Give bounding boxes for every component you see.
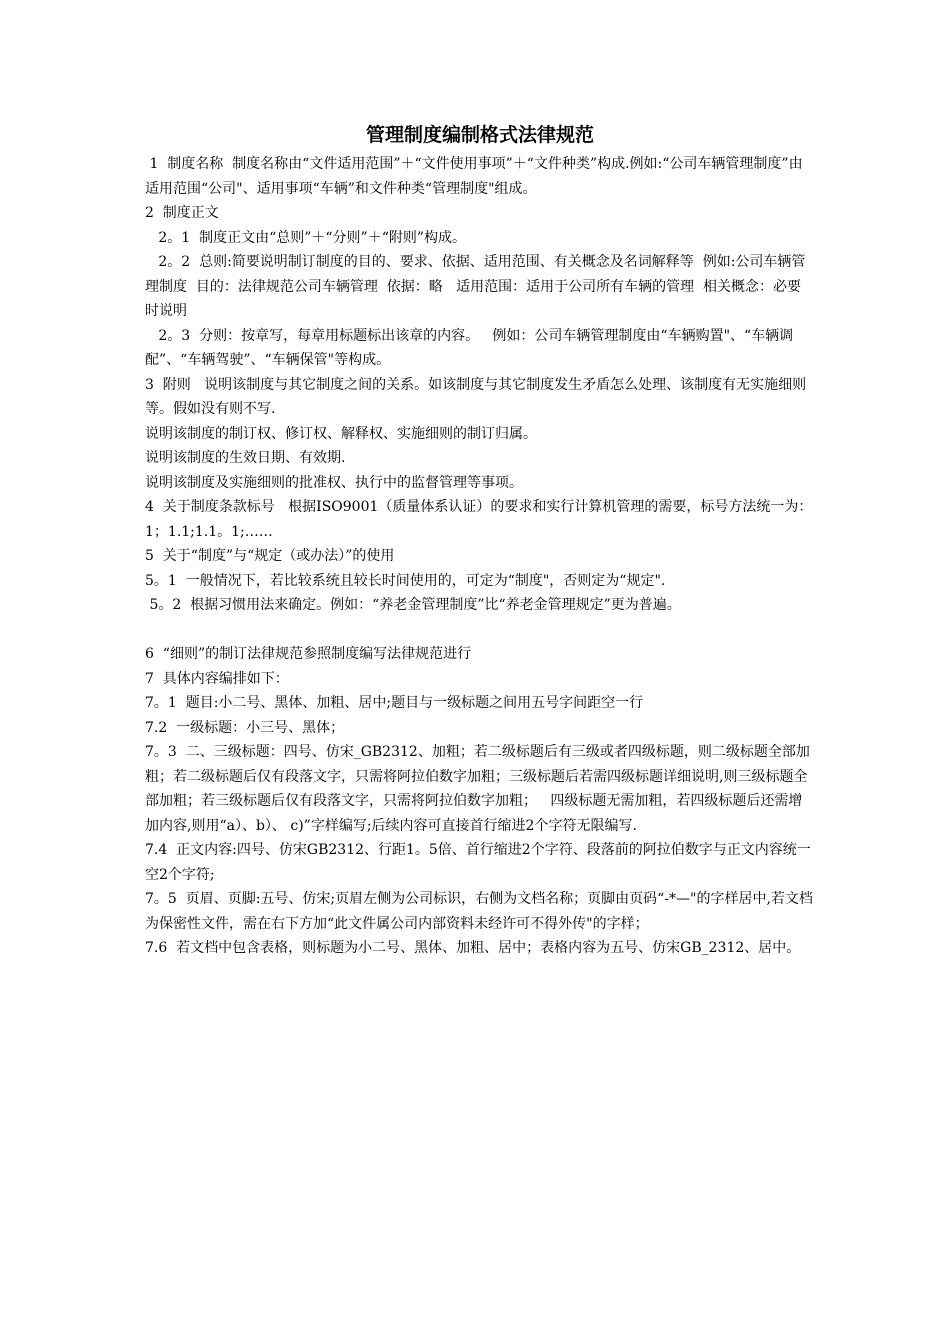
paragraph-20: 7。5 页眉、页脚:五号、仿宋;页眉左侧为公司标识，右侧为文档名称；页脚由页码“-*—"的字样居中,若文档为保密性文件，需在右下方加“此文件属公司内部资料未经许可不得外传"的字样；: [145, 891, 813, 932]
document-title: 管理制度编制格式法律规范: [365, 124, 594, 146]
document-body: [145, 152, 815, 961]
paragraph-19: 7.4 正文内容:四号、仿宋GB2312、行距1。5倍、首行缩进2个字符、段落前的阿拉伯数字与正文内容统一空2个字符;: [145, 842, 811, 883]
paragraph-12: 5。1 一般情况下，若比较系统且较长时间使用的，可定为“制度"，否则定为“规定".: [145, 572, 666, 589]
paragraph-11: 5 关于“制度”与“规定（或办法）”的使用: [145, 548, 395, 564]
paragraph-8: 说明该制度的生效日期、有效期.: [145, 450, 346, 466]
paragraph-17: 7.2 一级标题：小三号、黑体；: [145, 719, 345, 736]
paragraph-18: 7。3 二、三级标题：四号、仿宋_GB2312、加粗；若二级标题后有三级或者四级标题，则二级标题全部加粗；若二级标题后仅有段落文字，只需将阿拉伯数字加粗；三级标题后若需四级标题详细说明,则三级标题全部加粗；若三级标题后仅有段落文字，只需将阿拉伯数字加粗； 四级标题无需加粗，若四级标题后还需增加内容,则用“a）、b）、 c)”字样编写;后续内容可直接首行缩进2个字符无限编写.: [145, 744, 810, 834]
paragraph-5: 2。3 分则：按章写，每章用标题标出该章的内容。 例如：公司车辆管理制度由“车辆购置"、“车辆调配”、“车辆驾驶”、“车辆保管"等构成。: [145, 327, 794, 368]
paragraph-7: 说明该制度的制订权、修订权、解释权、实施细则的制订归属。: [145, 425, 537, 442]
paragraph-4: 2。2 总则:简要说明制订制度的目的、要求、依据、适用范围、有关概念及名词解释等 例如:公司车辆管理制度 目的：法律规范公司车辆管理 依据：略 适用范围：适用于公司所有车辆的管理 相关概念：必要时说明: [145, 254, 806, 319]
paragraph-14: 6 “细则”的制订法律规范参照制度编写法律规范进行: [145, 646, 472, 662]
paragraph-16: 7。1 题目:小二号、黑体、加粗、居中;题目与一级标题之间用五号字间距空一行: [145, 695, 644, 711]
paragraph-6: 3 附则 说明该制度与其它制度之间的关系。如该制度与其它制度发生矛盾怎么处理、该制度有无实施细则等。假如没有则不写.: [145, 376, 807, 417]
paragraph-3: 2。1 制度正文由“总则”＋“分则”＋“附则”构成。: [145, 229, 467, 246]
paragraph-9: 说明该制度及实施细则的批准权、执行中的监督管理等事项。: [145, 474, 523, 491]
blank-line: [145, 618, 815, 643]
paragraph-15: 7 具体内容编排如下：: [145, 670, 289, 687]
paragraph-21: 7.6 若文档中包含表格，则标题为小二号、黑体、加粗、居中；表格内容为五号、仿宋GB_2312、居中。: [145, 940, 801, 956]
paragraph-1: 1 制度名称 制度名称由“文件适用范围”＋“文件使用事项”＋“文件种类”构成.例如:“公司车辆管理制度”由适用范围“公司"、适用事项“车辆”和文件种类“管理制度"组成。: [145, 156, 803, 197]
paragraph-10: 4 关于制度条款标号 根据ISO9001（质量体系认证）的要求和实行计算机管理的需要，标号方法统一为：1；1.1;1.1。1;……: [145, 499, 813, 540]
paragraph-2: 2 制度正文: [145, 205, 219, 221]
document-page: [145, 118, 815, 961]
paragraph-13: 5。2 根据习惯用法来确定。例如：“养老金管理制度”比“养老金管理规定”更为普遍。: [145, 597, 681, 613]
